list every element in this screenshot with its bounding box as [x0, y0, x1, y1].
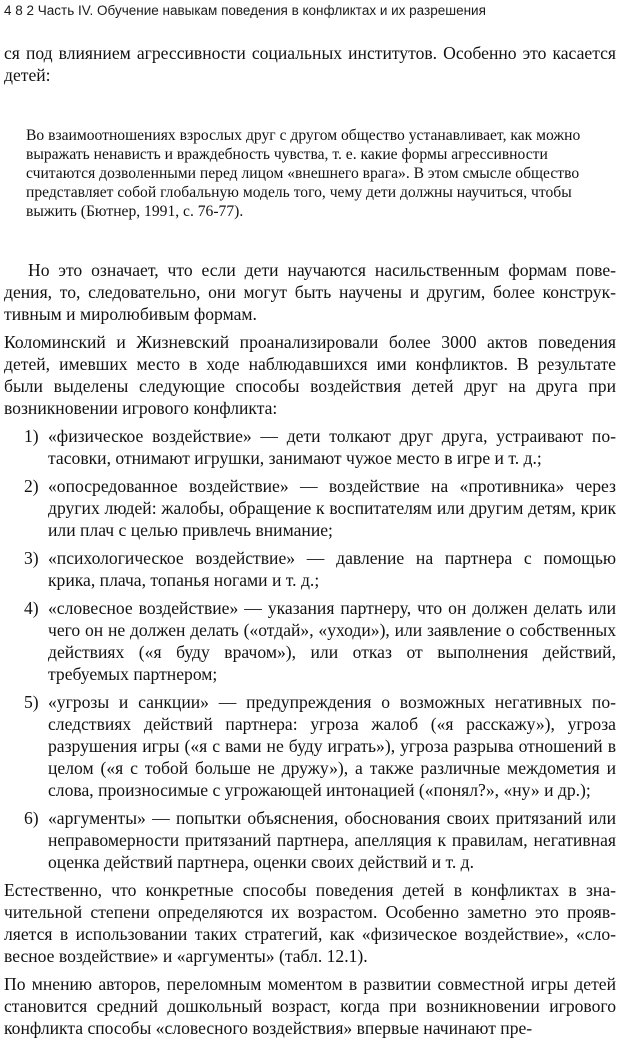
- list-item: [4, 475, 616, 541]
- list-number: 2): [24, 476, 39, 496]
- list-number: 4): [24, 598, 39, 618]
- page-body: [4, 42, 616, 1039]
- list-text: «физическое воздействие» — дети толкают друг друга, устраивают потасовки, отнимают игрушки, занимают чужое место в игре и т. д.;: [48, 426, 616, 468]
- paragraph-1: Но это означает, что если дети научаются насильственным формам поведения, то, следовательно, они могут быть научены и другим, более конструктивным и миролюбивым формам.: [4, 260, 616, 324]
- list-item: [4, 691, 616, 801]
- paragraph-3: Естественно, что конкретные способы поведения детей в конфликтах в значительной степени определяются их возрастом. Особенно заметно это проявляется в использовании таких стратегий, как «физическое воздействие», «словесное воздействие» и «аргументы» (табл. 12.1).: [4, 880, 616, 966]
- list-text: «словесное воздействие» — указания партнеру, что он должен делать или чего он не должен делать («отдай», «уходи»), или заявление о собственных действиях («я буду врачом»), или отказ от выполнения действий, требуемых партнером;: [48, 598, 616, 684]
- list-number: 3): [24, 548, 39, 568]
- list-number: 6): [24, 808, 39, 828]
- list-text: «психологическое воздействие» — давление на партнера с помощью крика, плача, топанья ногами и т. д.;: [48, 548, 616, 590]
- list-item: [4, 547, 616, 591]
- paragraph-2: Коломинский и Жизневский проанализировали более 3000 актов поведения детей, имевших место в ходе наблюдавшихся ими конфликтов. В результате были выделены следующие способы воздействия детей друг на друга при возникновении игрового конфликта:: [4, 332, 616, 418]
- strategy-list: [4, 425, 616, 873]
- list-number: 5): [24, 692, 39, 712]
- list-text: «аргументы» — попытки объяснения, обоснования своих притязаний или неправомерности притязаний партнера, апелляция к правилам, негативная оценка действий партнера, оценки своих действий и т. д.: [48, 808, 616, 872]
- running-header: 4 8 2 Часть IV. Обучение навыкам поведения в конфликтах и их разрешения: [4, 3, 486, 18]
- list-text: «угрозы и санкции» — предупреждения о возможных негативных последствиях действий партнера: угроза жалоб («я расскажу»), угроза разрушения игры («я с вами не буду играть»), угроза разрыва отношений в целом («я с тобой больше не дружу»), а также различные междометия и слова, произносимые с угрожающей интонацией («понял?», «ну» и др.);: [48, 692, 616, 800]
- list-text: «опосредованное воздействие» — воздействие на «противника» через других людей: жалобы, обращение к воспитателям или другим детям, крик или плач с целью привлечь внимание;: [48, 476, 616, 540]
- block-quote: Во взаимоотношениях взрослых друг с другом общество устанавливает, как можно выражать ненависть и враждебность чувства, т. е. какие формы агрессивности считаются дозволенными перед лицом «внешнего врага». В этом смысле общество представляет собой глобальную модель того, чему дети должны научиться, чтобы выжить (Бютнер, 1991, с. 76-77).: [26, 127, 581, 220]
- paragraph-4: По мнению авторов, переломным моментом в развитии совместной игры детей становится средний дошкольный возраст, когда при возникновении игрового конфликта способы «словесного воздействия» впервые начинают пре-: [4, 974, 616, 1038]
- list-number: 1): [24, 426, 39, 446]
- intro-paragraph: ся под влиянием агрессивности социальных институтов. Особенно это касается детей:: [4, 43, 616, 85]
- list-item: [4, 807, 616, 873]
- list-item: [4, 425, 616, 469]
- list-item: [4, 597, 616, 685]
